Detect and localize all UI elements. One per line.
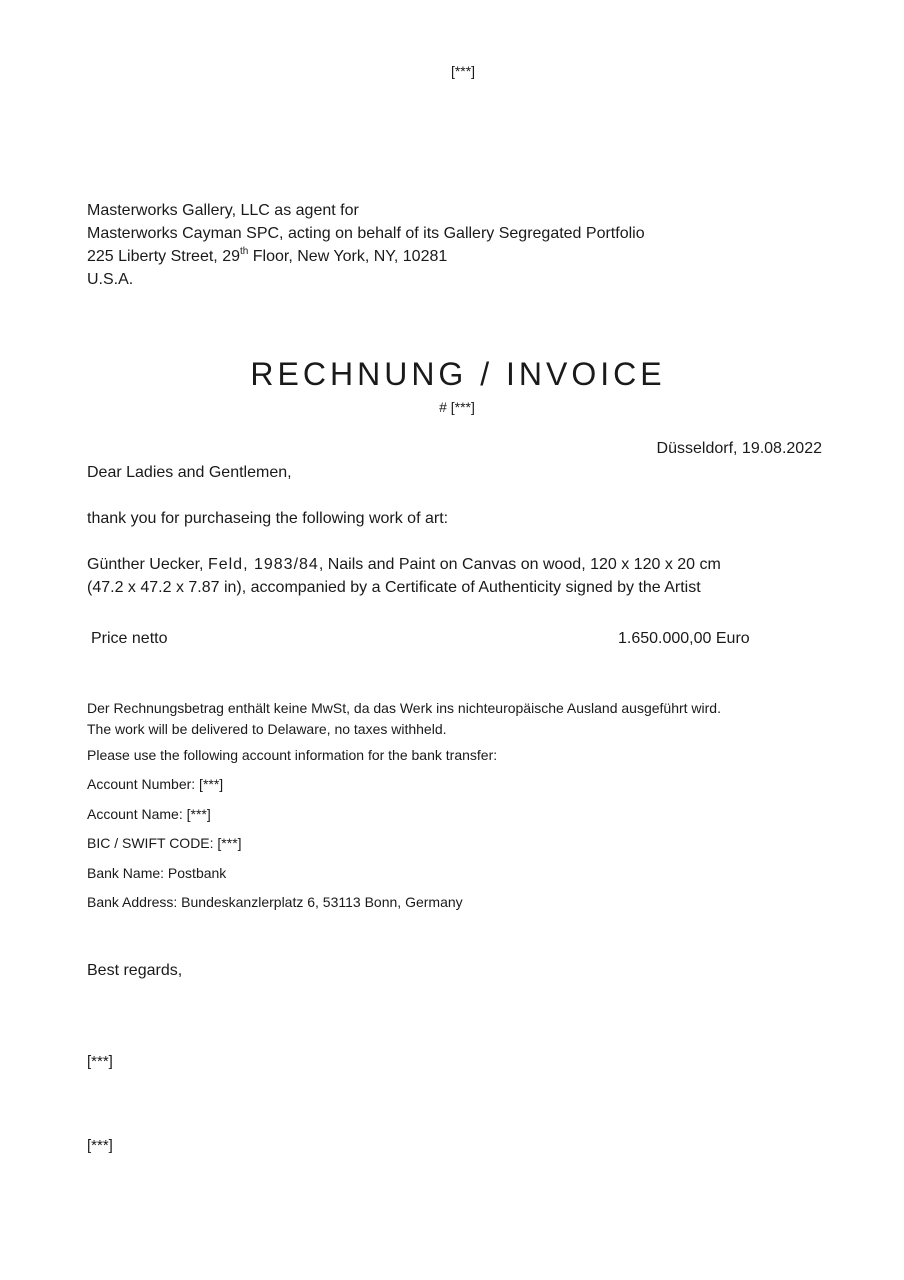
city-text: Floor, New York, NY, 10281	[248, 248, 448, 265]
artwork-details: , Nails and Paint on Canvas on wood, 120 x 120 x 20 cm	[318, 556, 721, 573]
vat-note-german: Der Rechnungsbetrag enthält keine MwSt, da das Werk ins nichteuropäische Ausland ausgeführt wird.	[87, 700, 721, 716]
artwork-title: Feld, 1983/84	[207, 556, 319, 573]
invoice-date: Düsseldorf, 19.08.2022	[656, 440, 822, 457]
intro-text: thank you for purchaseing the following work of art:	[87, 510, 449, 527]
recipient-line-2: Masterworks Cayman SPC, acting on behalf of its Gallery Segregated Portfolio	[87, 225, 645, 242]
artwork-line-2: (47.2 x 47.2 x 7.87 in), accompanied by a Certificate of Authenticity signed by the Artist	[87, 579, 701, 596]
account-number: Account Number: [***]	[87, 776, 224, 792]
floor-superscript: th	[239, 245, 249, 257]
artwork-description	[87, 553, 721, 599]
artwork-artist: Günther Uecker,	[87, 556, 208, 573]
closing-regards: Best regards,	[87, 962, 183, 979]
payment-intro: Please use the following account information for the bank transfer:	[87, 747, 498, 763]
vat-note-english: The work will be delivered to Delaware, no taxes withheld.	[87, 721, 447, 737]
invoice-number: # [***]	[439, 399, 475, 415]
recipient-line-4: U.S.A.	[87, 271, 134, 288]
salutation: Dear Ladies and Gentlemen,	[87, 464, 292, 481]
account-name: Account Name: [***]	[87, 806, 211, 822]
street-text: 225 Liberty Street, 29	[87, 248, 240, 265]
price-value: 1.650.000,00 Euro	[618, 630, 750, 647]
bank-name: Bank Name: Postbank	[87, 865, 227, 881]
price-label: Price netto	[91, 630, 168, 647]
recipient-address	[87, 199, 645, 291]
recipient-line-3	[87, 245, 645, 268]
bic-swift-code: BIC / SWIFT CODE: [***]	[87, 835, 242, 851]
invoice-title: RECHNUNG / INVOICE	[250, 356, 666, 392]
recipient-line-1: Masterworks Gallery, LLC as agent for	[87, 202, 359, 219]
header-redacted-mark: [***]	[450, 63, 476, 79]
signature-redacted-2: [***]	[87, 1137, 113, 1154]
bank-address: Bank Address: Bundeskanzlerplatz 6, 53113 Bonn, Germany	[87, 894, 463, 910]
signature-redacted-1: [***]	[87, 1053, 113, 1070]
artwork-line-1	[87, 553, 721, 576]
